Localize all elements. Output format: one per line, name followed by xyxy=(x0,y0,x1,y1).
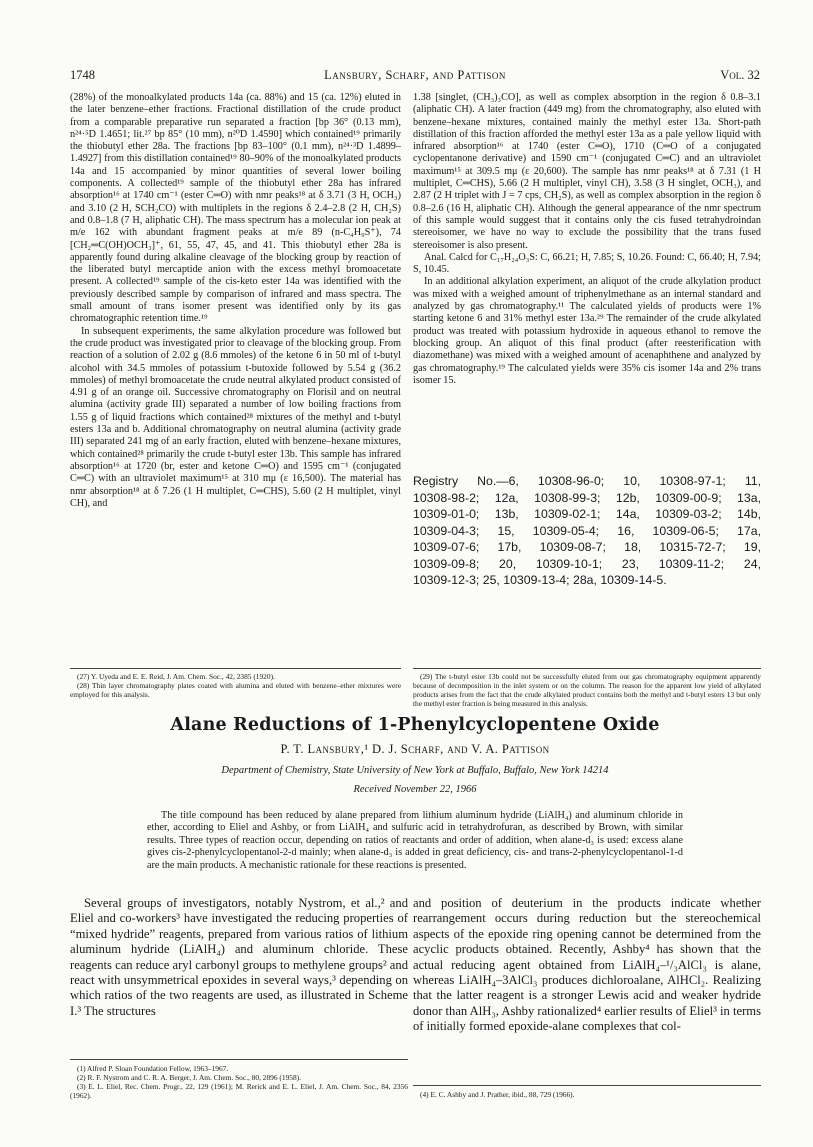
volume-label: Vol. 32 xyxy=(720,68,760,82)
footnotes-top-right xyxy=(413,672,761,708)
registry-numbers xyxy=(413,473,761,589)
footnote: (4) E. C. Ashby and J. Prather, ibid., 88, 729 (1966). xyxy=(420,1090,575,1099)
registry-line: 10309-01-0; 13b, 10309-02-1; 14a, 10309-03-2; 14b, xyxy=(413,507,761,521)
footnotes-bottom-left xyxy=(70,1064,408,1100)
article-authors xyxy=(70,742,760,757)
abstract: The title compound has been reduced by alane prepared from lithium aluminum hydride (LiAlH₄) and aluminum chloride in ether, according to Eliel and Ashby, or from LiAlH₄ and sulfuric acid in tetrahydrofuran, as described by Brown, with similar results. Three types of reaction occur, depending on ratios of reactants and order of addition, when alane-d₃ is used: excess alane gives cis-2-phenylcyclopentanol-2-d mainly; when alane-d₃ is added in great deficiency, cis- and trans-2-phenylcyclopentanol-1-d are the main products. A mechanistic rationale for these reactions is presented. xyxy=(147,810,683,871)
article-title: Alane Reductions of 1-Phenylcyclopentene Oxide xyxy=(170,715,660,735)
received-date: Received November 22, 1966 xyxy=(353,784,477,795)
footnote-rule xyxy=(70,668,401,669)
left-column-top xyxy=(70,92,401,510)
paragraph: In an additional alkylation experiment, an aliquot of the crude alkylation product was mixed with a weighed amount of triphenylmethane as an internal standard and analyzed by gas chromatography.¹¹ The calculated yields of products were 1% starting ketone 6 and 31% methyl ester 13a.²⁹ The remainder of the crude alkylated product was treated with potassium hydroxide in aqueous ethanol to remove the blocking group. An aliquot of this final product (after reesterification with diazomethane) was mixed with a weighed amount of acenaphthene and analyzed by gas chromatography.¹⁹ The calculated yields were 35% cis isomer 14a and 2% trans isomer 15. xyxy=(413,276,761,386)
paragraph: In subsequent experiments, the same alkylation procedure was followed but the crude product was investigated prior to cleavage of the blocking group. From reaction of a solution of 2.02 g (8.6 mmoles) of the ketone 6 in 50 ml of t-butyl alcohol with 34.5 mmoles of potassium t-butoxide followed by 5.54 g (36.2 mmoles) of methyl bromoacetate the crude neutral alkylated product consisted of 4.91 g of an orange oil. Successive chromatography on Florisil and on neutral alumina (activity grade III) separated a number of low boiling fractions from 1.55 g of liquid fractions which contained²⁸ mixtures of the methyl and t-butyl esters 13a and b. Additional chromatography on neutral alumina (activity grade III) separated 241 mg of an early fraction, eluted with benzene–hexane mixtures, which contained²⁸ primarily the crude t-butyl ester 13b. This sample has infrared absorption¹⁶ at 1720 (br, ester and ketone C═O) and 1595 cm⁻¹ (conjugated C═C) with an ultraviolet maximum¹⁵ at 310 mμ (ε 16,500). The material has nmr absorption¹⁸ at δ 7.26 (1 H multiplet, C═CHS), 5.60 (2 H multiplet, vinyl CH), and xyxy=(70,325,401,509)
registry-line: 10309-04-3; 15, 10309-05-4; 16, 10309-06-5; 17a, xyxy=(413,523,761,538)
footnote: (27) Y. Uyeda and E. E. Reid, J. Am. Chem. Soc., 42, 2385 (1920). xyxy=(77,672,275,681)
registry-line: 10309-09-8; 20, 10309-10-1; 23, 10309-11-2; 24, xyxy=(413,556,761,571)
body-left-column: Several groups of investigators, notably Nystrom, et al.,² and Eliel and co-workers³ have investigated the reducing properties of “mixed hydride” reagents, prepared from various ratios of lithium aluminum hydride (LiAlH₄) and aluminum chloride. These reagents can reduce aryl carbonyl groups to methylene groups² and react with unsymmetrical epoxides in several ways,³ depending on which ratios of the two reagents are used, as illustrated in Scheme I.³ The structures xyxy=(70,896,408,1018)
authors-text: P. T. Lansbury,¹ D. J. Scharf, and V. A. Pattison xyxy=(280,742,550,756)
registry-line: 10309-07-6; 17b, 10309-08-7; 18, 10315-72-7; 19, xyxy=(413,540,761,554)
footnotes-top-left xyxy=(70,672,401,699)
running-header xyxy=(70,68,760,86)
footnote: (2) R. F. Nystrom and C. R. A. Berger, J. Am. Chem. Soc., 80, 2896 (1958). xyxy=(77,1073,301,1082)
footnote-rule xyxy=(413,1085,761,1086)
registry-line: Registry No.—6, 10308-96-0; 10, 10308-97-1; 11, xyxy=(413,474,761,488)
right-column-top xyxy=(413,92,761,387)
footnote: (29) The t-butyl ester 13b could not be successfully eluted from our gas chromatography equipment apparently because of decomposition in the inlet system or on the column. The reason for the apparent low yield of alkylated products arises from the fact that the crude alkylated product contains both the methyl and t-butyl esters 13 but only the methyl ester fraction is being measured in this analysis. xyxy=(413,672,761,708)
footnote-rule xyxy=(70,1059,408,1060)
analysis-paragraph: Anal. Calcd for C₁₇H₂₄O₃S: C, 66.21; H, 7.85; S, 10.26. Found: C, 66.40; H, 7.94; S, 10.45. xyxy=(413,251,761,276)
body-right-column: and position of deuterium in the products indicate whether rearrangement occurs during reduction but the stereochemical aspects of the epoxide ring opening cannot be determined from the acyclic products obtained. Recently, Ashby⁴ has shown that the actual reducing agent obtained from LiAlH₄–¹/₃AlCl₃ is alane, whereas LiAlH₄–3AlCl₃ produces dichloroalane, AlHCl₂. Realizing that the latter reagent is a stronger Lewis acid and weaker hydride donor than AlH₃, Ashby rationalized⁴ earlier results of Eliel³ in terms of initially formed epoxide-alane complexes that col- xyxy=(413,896,761,1034)
registry-line-last: 10309-12-3; 25, 10309-13-4; 28a, 10309-14-5. xyxy=(413,573,667,587)
running-title: Lansbury, Scharf, and Pattison xyxy=(324,68,506,82)
registry-line: 10308-98-2; 12a, 10308-99-3; 12b, 10309-00-9; 13a, xyxy=(413,490,761,505)
footnote: (1) Alfred P. Sloan Foundation Fellow, 1963–1967. xyxy=(77,1064,229,1073)
footnotes-bottom-right xyxy=(413,1090,761,1099)
page-number: 1748 xyxy=(70,68,95,82)
footnote-rule xyxy=(413,668,761,669)
paragraph: (28%) of the monoalkylated products 14a (ca. 88%) and 15 (ca. 12%) eluted in the later benzene–ether fractions. Fractional distillation of the crude product from a comparable preparative run separated a fraction [bp 36° (0.13 mm), n²⁴·⁵D 1.4651; lit.²⁷ bp 85° (10 mm), n²⁰D 1.4590] which contained¹⁹ primarily the thiobutyl ether 28a. The fractions [bp 83–100° (0.1 mm), n²⁴·³D 1.4899–1.4927] from this distillation contained¹⁹ 80–90% of the monoalkylated products 14a and 15 accompanied by minor quantities of several lower boiling components. A collected¹⁹ sample of the thiobutyl ether 28a has infrared absorption¹⁶ at 1740 cm⁻¹ (ester C═O) with nmr peaks¹⁸ at δ 3.71 (3 H, OCH₃) and 3.10 (2 H, SCH₂CO) with multiplets in the regions δ 2.4–2.8 (2 H, CH₂S) and 0.8–1.8 (7 H, aliphatic CH). The mass spectrum has a molecular ion peak at m/e 162 with abundant fragment peaks at m/e 89 (n-C₄H₉S⁺), 74 [CH₂═C(OH)OCH₃]⁺, 61, 55, 47, 45, and 41. This thiobutyl ether 28a is apparently found during alkaline cleavage of the blocking group by reaction of the liberated butyl mercaptide anion with the excess methyl bromoacetate present. A collected¹⁹ sample of the cis-keto ester 14a was identified with the previously described sample by comparison of infrared and mass spectra. The small amount of trans isomer present was identified only by its gas chromatographic retention time.¹⁹ xyxy=(70,92,401,325)
footnote: (3) E. L. Eliel, Rec. Chem. Progr., 22, 129 (1961); M. Rerick and E. L. Eliel, J. Am. Chem. Soc., 84, 2356 (1962). xyxy=(70,1082,408,1100)
footnote: (28) Thin layer chromatography plates coated with alumina and eluted with benzene–ether mixtures were employed for this analysis. xyxy=(70,681,401,699)
paragraph: 1.38 [singlet, (CH₃)₃CO], as well as complex absorption in the region δ 0.8–3.1 (aliphatic CH). A later fraction (449 mg) from the chromatography, also eluted with benzene–hexane mixtures, contained mainly the methyl ester 13a. Short-path distillation of this fraction afforded the methyl ester 13a as a pale yellow liquid with infrared absorption¹⁶ at 1740 (ester C═O), 1710 (C═O of a conjugated cyclopentanone derivative) and 1590 cm⁻¹ (conjugated C═C) and an ultraviolet maximum¹⁵ at 309.5 mμ (ε 20,600). The sample has nmr peaks¹⁸ at δ 7.31 (1 H multiplet, C═CHS), 5.66 (2 H multiplet, vinyl CH), 3.58 (3 H singlet, OCH₃), and 2.87 (2 H triplet with J = 7 cps, CH₂S), as well as complex absorption in the region δ 0.8–2.6 (16 H, aliphatic CH). Although the general appearance of the nmr spectrum of this sample would suggest that it contains only the cis fused tetrahydroindan stereoisomer, we have no way to exclude the possibility that the trans fused stereoisomer is also present. xyxy=(413,92,761,251)
article-affiliation: Department of Chemistry, State University of New York at Buffalo, Buffalo, New York 14214 xyxy=(221,765,609,776)
